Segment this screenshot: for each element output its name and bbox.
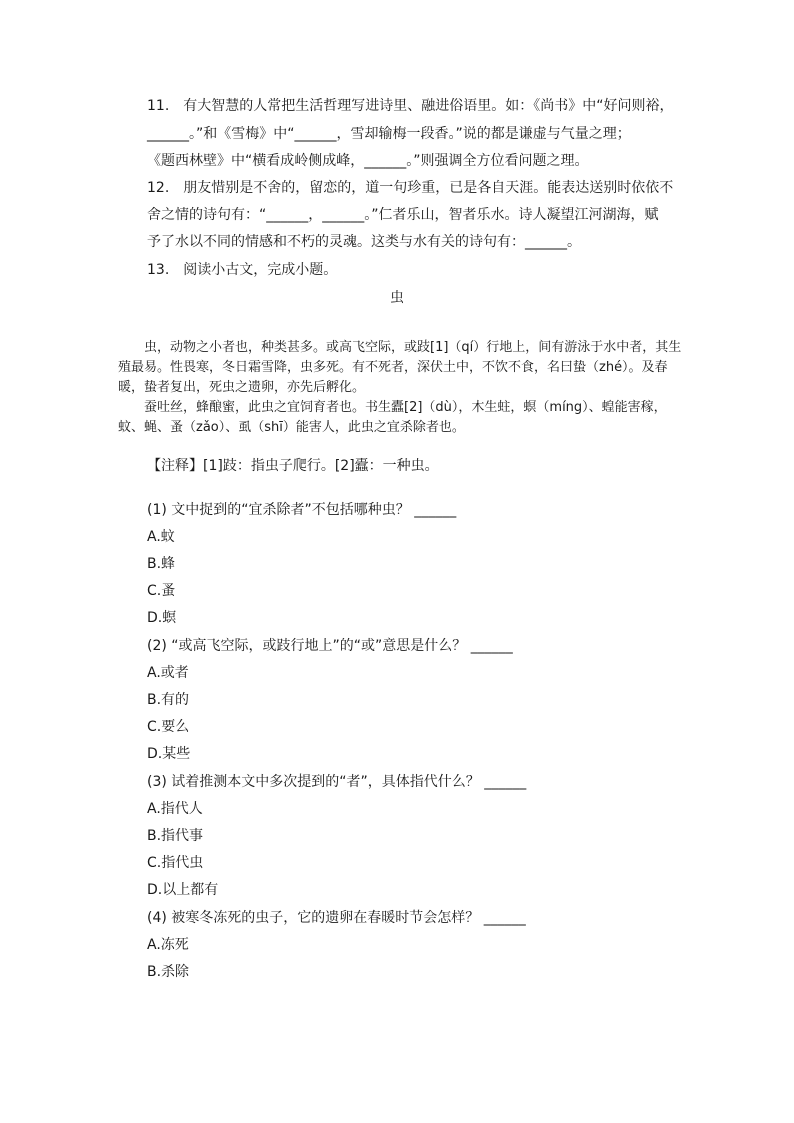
q12-line-2: 舍之情的诗句有：“______，______。”仁者乐山，智者乐水。诗人凝望江河湖海，赋: [147, 207, 659, 223]
subq-3-stem: (3) 试着推测本文中多次提到的“者”，具体指代什么？ ______: [147, 774, 527, 790]
subq-1-option-b: B.蜂: [147, 556, 176, 572]
q12-line-3: 予了水以不同的情感和不朽的灵魂。这类与水有关的诗句有：______。: [147, 234, 581, 250]
subq-3-option-d: D.以上都有: [147, 882, 219, 898]
subq-1-stem: (1) 文中捉到的“宜杀除者”不包括哪种虫？ ______: [147, 502, 457, 518]
q12-line-1: 12. 朋友惜别是不舍的，留恋的，道一句珍重，已是各自天涯。能表达送别时依依不: [147, 180, 674, 196]
passage-title: 虫: [390, 290, 404, 306]
passage-text-1: 虫，动物之小者也，种类甚多。或高飞空际，或跂[1]（qí）行地上，间有游泳于水中者，其生殖最易。性畏寒，冬日霜雪降，虫多死。有不死者，深伏土中，不饮不食，名曰蛰（zhé）。及春暖，蛰者复出，死虫之遗卵，亦先后孵化。: [118, 340, 682, 395]
subq-1-option-d: D.螟: [147, 610, 177, 626]
passage-note: 【注释】[1]跂：指虫子爬行。[2]蠹：一种虫。: [147, 458, 439, 474]
subq-2-option-c: C.要么: [147, 719, 190, 735]
q11-line-1: 11. 有大智慧的人常把生活哲理写进诗里、融进俗语里。如：《尚书》中“好问则裕，: [147, 98, 674, 114]
subq-2-option-a: A.或者: [147, 665, 189, 681]
subq-4-option-a: A.冻死: [147, 937, 189, 953]
subq-4-stem: (4) 被寒冬冻死的虫子，它的遗卵在春暖时节会怎样？ ______: [147, 910, 526, 926]
subq-2-option-b: B.有的: [147, 692, 190, 708]
passage-paragraph-2: [118, 398, 690, 438]
subq-2-stem: (2) “或高飞空际，或跂行地上”的“或”意思是什么？ ______: [147, 638, 513, 654]
subq-3-option-c: C.指代虫: [147, 855, 204, 871]
passage-paragraph-1: [118, 338, 690, 398]
subq-3-option-b: B.指代事: [147, 828, 204, 844]
q11-line-2: ______。”和《雪梅》中“______，雪却输梅一段香。”说的都是谦虚与气量之理；: [147, 126, 631, 142]
subq-3-option-a: A.指代人: [147, 801, 203, 817]
passage-text-2: 蚕吐丝，蜂酿蜜，此虫之宜饲育者也。书生蠹[2]（dù），木生蛀，螟（míng）、蝗能害稼，蚊、蝇、蚤（zǎo）、虱（shī）能害人，此虫之宜杀除者也。: [118, 400, 667, 435]
subq-1-option-a: A.蚊: [147, 529, 175, 545]
subq-4-option-b: B.杀除: [147, 964, 190, 980]
q11-line-3: 《题西林壁》中“横看成岭侧成峰，______。”则强调全方位看问题之理。: [147, 153, 589, 169]
subq-2-option-d: D.某些: [147, 746, 191, 762]
q13-intro: 13. 阅读小古文，完成小题。: [147, 262, 338, 278]
subq-1-option-c: C.蚤: [147, 583, 176, 599]
